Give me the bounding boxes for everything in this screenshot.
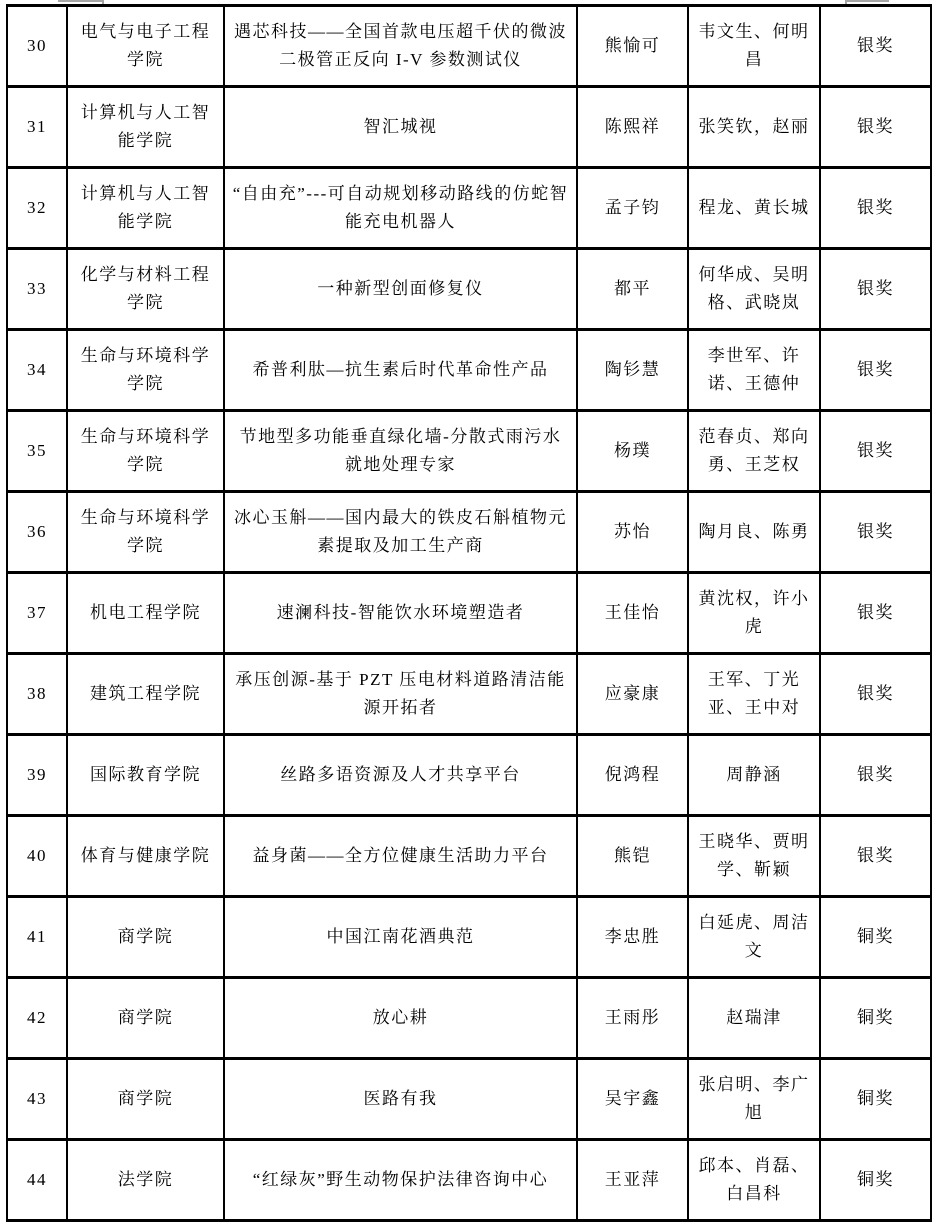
project-title-cell: “红绿灰”野生动物保护法律咨询中心 [224,1140,577,1221]
members-cell: 周静涵 [688,735,820,816]
members-cell: 陶月良、陈勇 [688,492,820,573]
row-number-cell: 35 [7,411,67,492]
college-cell: 电气与电子工程学院 [67,6,224,87]
row-number-cell: 41 [7,897,67,978]
leader-cell: 孟子钧 [577,168,688,249]
table-row [7,897,931,978]
row-number-cell: 42 [7,978,67,1059]
leader-cell: 王佳怡 [577,573,688,654]
leader-cell: 李忠胜 [577,897,688,978]
table-row [7,735,931,816]
award-cell: 银奖 [820,492,931,573]
college-cell: 建筑工程学院 [67,654,224,735]
members-cell: 王军、丁光亚、王中对 [688,654,820,735]
award-cell: 铜奖 [820,978,931,1059]
row-number-cell: 36 [7,492,67,573]
row-number-cell: 43 [7,1059,67,1140]
award-cell: 银奖 [820,87,931,168]
row-number-cell: 31 [7,87,67,168]
row-number-cell: 38 [7,654,67,735]
leader-cell: 陈熙祥 [577,87,688,168]
leader-cell: 应豪康 [577,654,688,735]
college-cell: 法学院 [67,1140,224,1221]
project-title-cell: 一种新型创面修复仪 [224,249,577,330]
college-cell: 商学院 [67,1059,224,1140]
project-title-cell: 希普利肽—抗生素后时代革命性产品 [224,330,577,411]
table-row [7,168,931,249]
college-cell: 商学院 [67,897,224,978]
award-cell: 铜奖 [820,897,931,978]
award-cell: 银奖 [820,249,931,330]
project-title-cell: 智汇城视 [224,87,577,168]
table-row [7,978,931,1059]
project-title-cell: 承压创源-基于 PZT 压电材料道路清洁能源开拓者 [224,654,577,735]
college-cell: 生命与环境科学学院 [67,411,224,492]
college-cell: 生命与环境科学学院 [67,330,224,411]
leader-cell: 王雨彤 [577,978,688,1059]
table-row [7,1059,931,1140]
award-cell: 铜奖 [820,1059,931,1140]
award-cell: 银奖 [820,573,931,654]
members-cell: 张启明、李广旭 [688,1059,820,1140]
award-cell: 银奖 [820,168,931,249]
row-number-cell: 32 [7,168,67,249]
row-number-cell: 40 [7,816,67,897]
award-cell: 银奖 [820,735,931,816]
project-title-cell: 中国江南花酒典范 [224,897,577,978]
leader-cell: 杨璞 [577,411,688,492]
leader-cell: 吴宇鑫 [577,1059,688,1140]
table-row [7,816,931,897]
members-cell: 范春贞、郑向勇、王芝权 [688,411,820,492]
award-cell: 铜奖 [820,1140,931,1221]
leader-cell: 熊愉可 [577,6,688,87]
table-row [7,87,931,168]
project-title-cell: 冰心玉斛——国内最大的铁皮石斛植物元素提取及加工生产商 [224,492,577,573]
award-cell: 银奖 [820,816,931,897]
table-row [7,330,931,411]
members-cell: 黄沈权，许小虎 [688,573,820,654]
leader-cell: 倪鸿程 [577,735,688,816]
row-number-cell: 33 [7,249,67,330]
table-row [7,411,931,492]
row-number-cell: 30 [7,6,67,87]
college-cell: 计算机与人工智能学院 [67,168,224,249]
row-number-cell: 44 [7,1140,67,1221]
leader-cell: 苏怡 [577,492,688,573]
college-cell: 国际教育学院 [67,735,224,816]
leader-cell: 熊铠 [577,816,688,897]
members-cell: 程龙、黄长城 [688,168,820,249]
table-row [7,1140,931,1221]
table-row [7,654,931,735]
project-title-cell: “自由充”---可自动规划移动路线的仿蛇智能充电机器人 [224,168,577,249]
table-row [7,573,931,654]
members-cell: 白延虎、周洁文 [688,897,820,978]
award-cell: 银奖 [820,330,931,411]
leader-cell: 陶钐慧 [577,330,688,411]
award-cell: 银奖 [820,6,931,87]
awards-table [6,4,932,1222]
table-row [7,492,931,573]
project-title-cell: 丝路多语资源及人才共享平台 [224,735,577,816]
college-cell: 化学与材料工程学院 [67,249,224,330]
college-cell: 机电工程学院 [67,573,224,654]
table-row [7,6,931,87]
project-title-cell: 放心耕 [224,978,577,1059]
row-number-cell: 39 [7,735,67,816]
award-cell: 银奖 [820,411,931,492]
members-cell: 赵瑞津 [688,978,820,1059]
college-cell: 计算机与人工智能学院 [67,87,224,168]
members-cell: 张笑钦，赵丽 [688,87,820,168]
row-number-cell: 37 [7,573,67,654]
members-cell: 韦文生、何明昌 [688,6,820,87]
project-title-cell: 速澜科技-智能饮水环境塑造者 [224,573,577,654]
college-cell: 体育与健康学院 [67,816,224,897]
project-title-cell: 益身菌——全方位健康生活助力平台 [224,816,577,897]
table-row [7,249,931,330]
members-cell: 李世军、许诺、王德仲 [688,330,820,411]
leader-cell: 王亚萍 [577,1140,688,1221]
members-cell: 何华成、吴明格、武晓岚 [688,249,820,330]
award-cell: 银奖 [820,654,931,735]
project-title-cell: 节地型多功能垂直绿化墙-分散式雨污水就地处理专家 [224,411,577,492]
leader-cell: 都平 [577,249,688,330]
members-cell: 邱本、肖磊、白昌科 [688,1140,820,1221]
college-cell: 生命与环境科学学院 [67,492,224,573]
row-number-cell: 34 [7,330,67,411]
project-title-cell: 遇芯科技——全国首款电压超千伏的微波二极管正反向 I-V 参数测试仪 [224,6,577,87]
members-cell: 王晓华、贾明学、靳颖 [688,816,820,897]
project-title-cell: 医路有我 [224,1059,577,1140]
college-cell: 商学院 [67,978,224,1059]
